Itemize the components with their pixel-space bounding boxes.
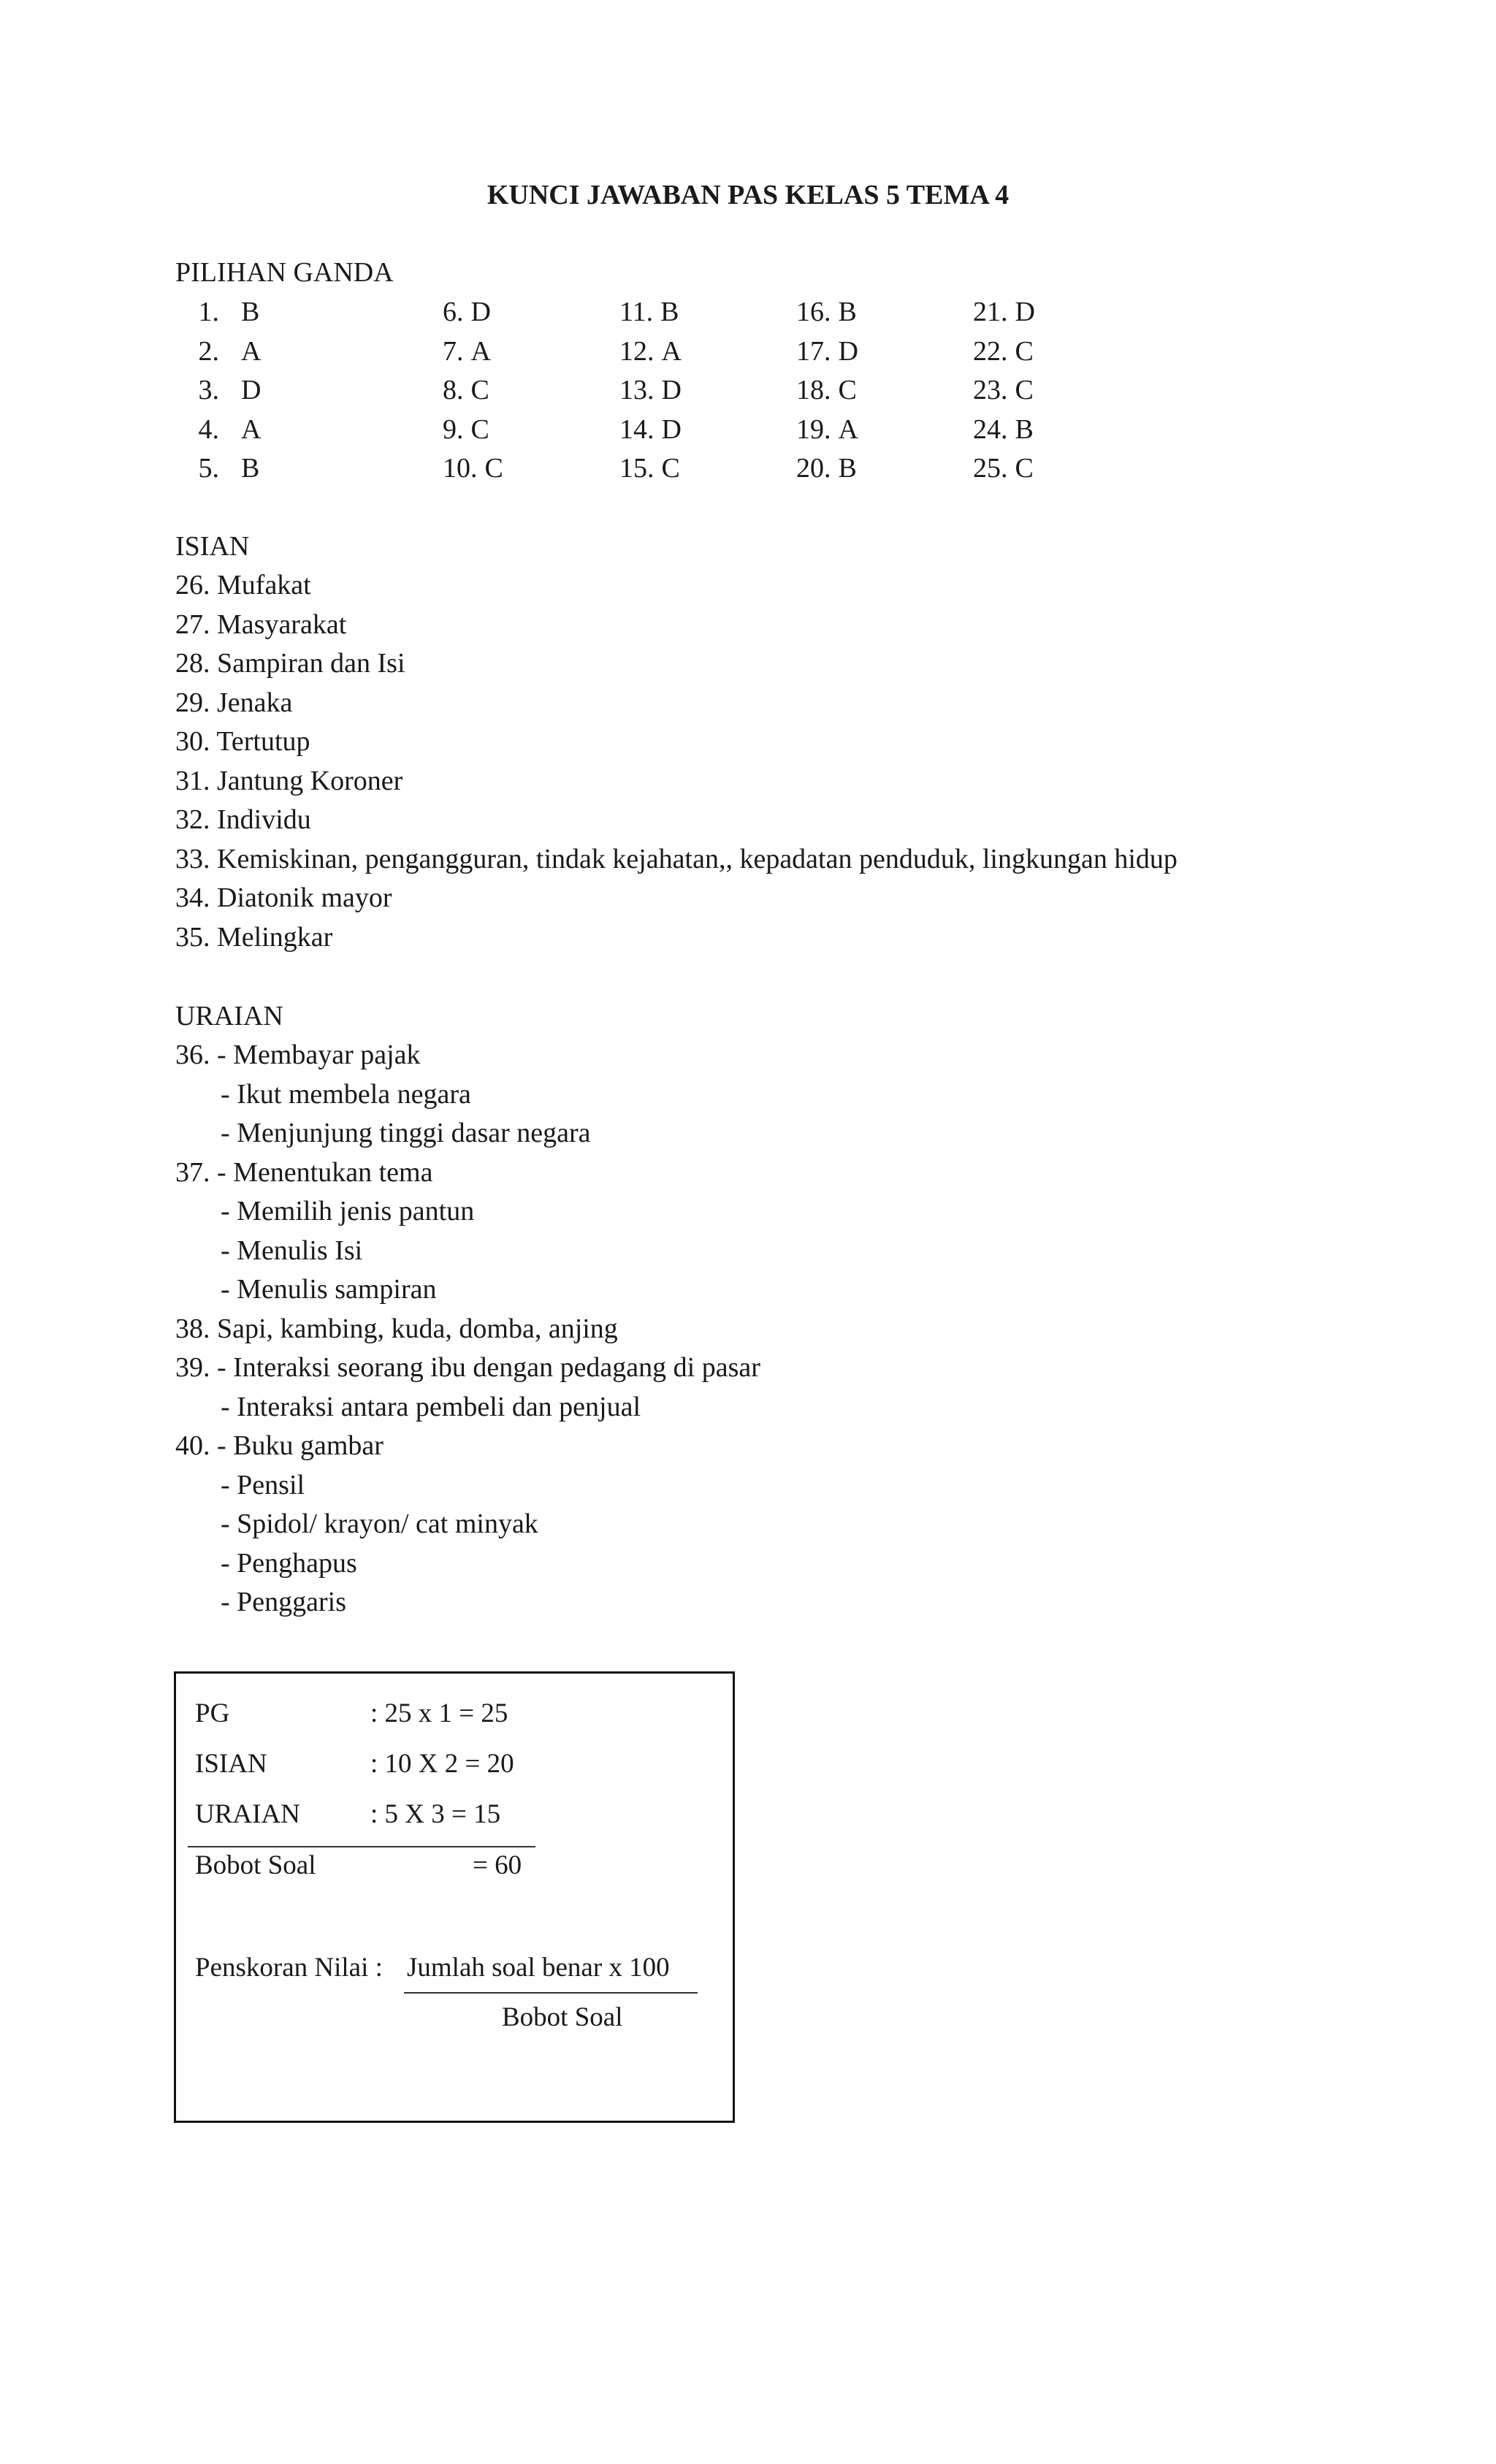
uraian-answer-line: - Interaksi antara pembeli dan penjual bbox=[221, 1391, 641, 1422]
pg-answer-letter: D bbox=[241, 375, 262, 405]
uraian-answer-line: - Pensil bbox=[221, 1469, 305, 1500]
pg-question-number: 14. bbox=[619, 413, 654, 445]
pg-question-number: 21. bbox=[973, 297, 1008, 327]
isian-answer: 32. Individu bbox=[175, 804, 311, 835]
pg-question-number: 22. bbox=[973, 335, 1008, 367]
pg-answer-letter: B bbox=[1015, 413, 1034, 445]
pg-answer-letter: C bbox=[1015, 375, 1034, 405]
pg-answer-item bbox=[175, 413, 443, 455]
pg-answer-item bbox=[619, 413, 796, 455]
uraian-answers bbox=[175, 1041, 760, 1628]
uraian-answer-line: - Ikut membela negara bbox=[221, 1078, 471, 1110]
pg-question-number: 15. bbox=[619, 453, 654, 484]
formula-label: Penskoran Nilai : bbox=[195, 1953, 383, 1983]
formula-numerator: Jumlah soal benar x 100 bbox=[407, 1953, 670, 1983]
pg-answer-item bbox=[619, 337, 796, 377]
uraian-answer-line: - Menulis sampiran bbox=[221, 1274, 437, 1305]
pg-question-number: 10. bbox=[443, 453, 478, 484]
pg-answer-item bbox=[796, 298, 973, 337]
scoring-row-uraian bbox=[195, 1801, 500, 1828]
uraian-heading: URAIAN bbox=[175, 1001, 283, 1031]
pg-question-number: 13. bbox=[619, 375, 654, 405]
uraian-answer-line: - Spidol/ krayon/ cat minyak bbox=[221, 1508, 538, 1539]
pg-answer-letter: B bbox=[241, 453, 260, 484]
isian-answer: 33. Kemiskinan, pengangguran, tindak kejahatan,, kepadatan penduduk, lingkungan hidup bbox=[175, 843, 1178, 874]
pg-answer-item bbox=[175, 298, 443, 337]
pg-answer-letter: B bbox=[660, 297, 679, 327]
pg-answer-item bbox=[796, 413, 973, 455]
total-divider bbox=[188, 1846, 535, 1847]
pg-question-number: 4. bbox=[198, 413, 219, 445]
isian-answer: 35. Melingkar bbox=[175, 921, 333, 953]
pg-answer-item bbox=[973, 337, 1119, 377]
pg-answer-letter: A bbox=[241, 413, 262, 445]
pg-question-number: 23. bbox=[973, 375, 1008, 405]
scoring-calc: : 10 X 2 = 20 bbox=[370, 1749, 514, 1779]
pg-question-number: 2. bbox=[198, 335, 219, 367]
isian-answer: 31. Jantung Koroner bbox=[175, 765, 403, 796]
isian-answer: 30. Tertutup bbox=[175, 726, 310, 757]
total-label: Bobot Soal bbox=[195, 1850, 316, 1880]
pg-answer-item bbox=[973, 298, 1119, 337]
pg-answer-letter: D bbox=[470, 297, 491, 327]
pilihan-ganda-answers bbox=[175, 298, 1119, 494]
pg-question-number: 11. bbox=[619, 297, 654, 327]
pg-answer-letter: B bbox=[241, 297, 260, 327]
pilihan-ganda-heading: PILIHAN GANDA bbox=[175, 257, 394, 288]
scoring-row-isian bbox=[195, 1750, 514, 1777]
uraian-answer-line: 36. - Membayar pajak bbox=[175, 1040, 421, 1070]
isian-answers bbox=[175, 571, 1178, 962]
pg-question-number: 25. bbox=[973, 453, 1008, 484]
pg-answer-item bbox=[175, 376, 443, 416]
pg-question-number: 7. bbox=[443, 335, 464, 367]
scoring-label: PG bbox=[195, 1698, 230, 1728]
pg-answer-letter: D bbox=[838, 335, 858, 367]
pg-answer-item bbox=[973, 454, 1119, 494]
pg-answer-item bbox=[973, 376, 1119, 416]
pg-question-number: 1. bbox=[198, 297, 219, 327]
pg-answer-letter: C bbox=[661, 453, 680, 484]
pg-answer-item bbox=[175, 454, 443, 494]
pg-answer-item bbox=[796, 376, 973, 416]
scoring-calc: : 25 x 1 = 25 bbox=[370, 1698, 508, 1728]
page-title: KUNCI JAWABAN PAS KELAS 5 TEMA 4 bbox=[486, 180, 1010, 210]
pg-question-number: 24. bbox=[973, 413, 1008, 445]
pg-answer-letter: C bbox=[838, 375, 857, 405]
pg-answer-item bbox=[619, 376, 796, 416]
pg-answer-item bbox=[796, 454, 973, 494]
uraian-answer-line: 40. - Buku gambar bbox=[175, 1430, 383, 1461]
total-value: = 60 bbox=[473, 1850, 522, 1880]
pg-answer-letter: C bbox=[1015, 453, 1034, 484]
scoring-label: URAIAN bbox=[195, 1799, 300, 1829]
pg-question-number: 12. bbox=[619, 335, 654, 367]
pg-answer-item bbox=[973, 413, 1119, 455]
pg-answer-letter: D bbox=[1015, 297, 1035, 327]
pg-question-number: 19. bbox=[796, 413, 831, 445]
isian-answer: 26. Mufakat bbox=[175, 570, 311, 600]
isian-answer: 29. Jenaka bbox=[175, 687, 293, 718]
pg-question-number: 18. bbox=[796, 375, 831, 405]
isian-answer: 34. Diatonik mayor bbox=[175, 882, 392, 913]
pg-question-number: 20. bbox=[796, 453, 831, 484]
pg-answer-item bbox=[443, 454, 619, 494]
pg-answer-letter: B bbox=[838, 297, 857, 327]
isian-heading: ISIAN bbox=[175, 531, 250, 562]
scoring-total-row bbox=[195, 1852, 522, 1879]
pg-answer-item bbox=[443, 337, 619, 377]
uraian-answer-line: - Penghapus bbox=[221, 1547, 357, 1579]
pg-question-number: 17. bbox=[796, 335, 831, 367]
scoring-box bbox=[174, 1671, 735, 2123]
pg-answer-item bbox=[796, 337, 973, 377]
pg-answer-letter: D bbox=[661, 375, 682, 405]
pg-answer-letter: A bbox=[470, 335, 491, 367]
pg-answer-letter: B bbox=[838, 453, 857, 484]
pg-answer-letter: C bbox=[1015, 335, 1034, 367]
isian-answer: 27. Masyarakat bbox=[175, 609, 347, 640]
pg-question-number: 6. bbox=[443, 297, 464, 327]
pg-answer-letter: C bbox=[470, 375, 489, 405]
uraian-answer-line: - Menulis Isi bbox=[221, 1235, 363, 1266]
fraction-bar bbox=[404, 1992, 698, 1994]
pg-answer-letter: C bbox=[484, 453, 503, 484]
uraian-answer-line: 39. - Interaksi seorang ibu dengan pedagang di pasar bbox=[175, 1352, 760, 1383]
pg-answer-item bbox=[443, 376, 619, 416]
uraian-answer-line: - Menjunjung tinggi dasar negara bbox=[221, 1118, 591, 1148]
isian-answer: 28. Sampiran dan Isi bbox=[175, 648, 405, 679]
uraian-answer-line: - Memilih jenis pantun bbox=[221, 1196, 475, 1227]
pg-answer-letter: C bbox=[470, 413, 489, 445]
pg-question-number: 16. bbox=[796, 297, 831, 327]
scoring-label: ISIAN bbox=[195, 1749, 267, 1779]
pg-answer-letter: A bbox=[661, 335, 682, 367]
uraian-answer-line: - Penggaris bbox=[221, 1587, 347, 1617]
pg-answer-item bbox=[619, 298, 796, 337]
scoring-row-pg bbox=[195, 1700, 508, 1727]
pg-question-number: 3. bbox=[198, 375, 219, 405]
pg-answer-item bbox=[175, 337, 443, 377]
pg-answer-letter: A bbox=[838, 413, 858, 445]
pg-question-number: 9. bbox=[443, 413, 464, 445]
scoring-calc: : 5 X 3 = 15 bbox=[370, 1799, 501, 1829]
uraian-answer-line: 38. Sapi, kambing, kuda, domba, anjing bbox=[175, 1313, 618, 1344]
pg-question-number: 5. bbox=[198, 453, 219, 484]
pg-answer-letter: D bbox=[661, 413, 682, 445]
pg-answer-letter: A bbox=[241, 335, 262, 367]
pg-answer-item bbox=[619, 454, 796, 494]
pg-answer-item bbox=[443, 298, 619, 337]
uraian-answer-line: 37. - Menentukan tema bbox=[175, 1156, 433, 1188]
formula-denominator: Bobot Soal bbox=[502, 2002, 623, 2032]
pg-answer-item bbox=[443, 413, 619, 455]
pg-question-number: 8. bbox=[443, 375, 464, 405]
